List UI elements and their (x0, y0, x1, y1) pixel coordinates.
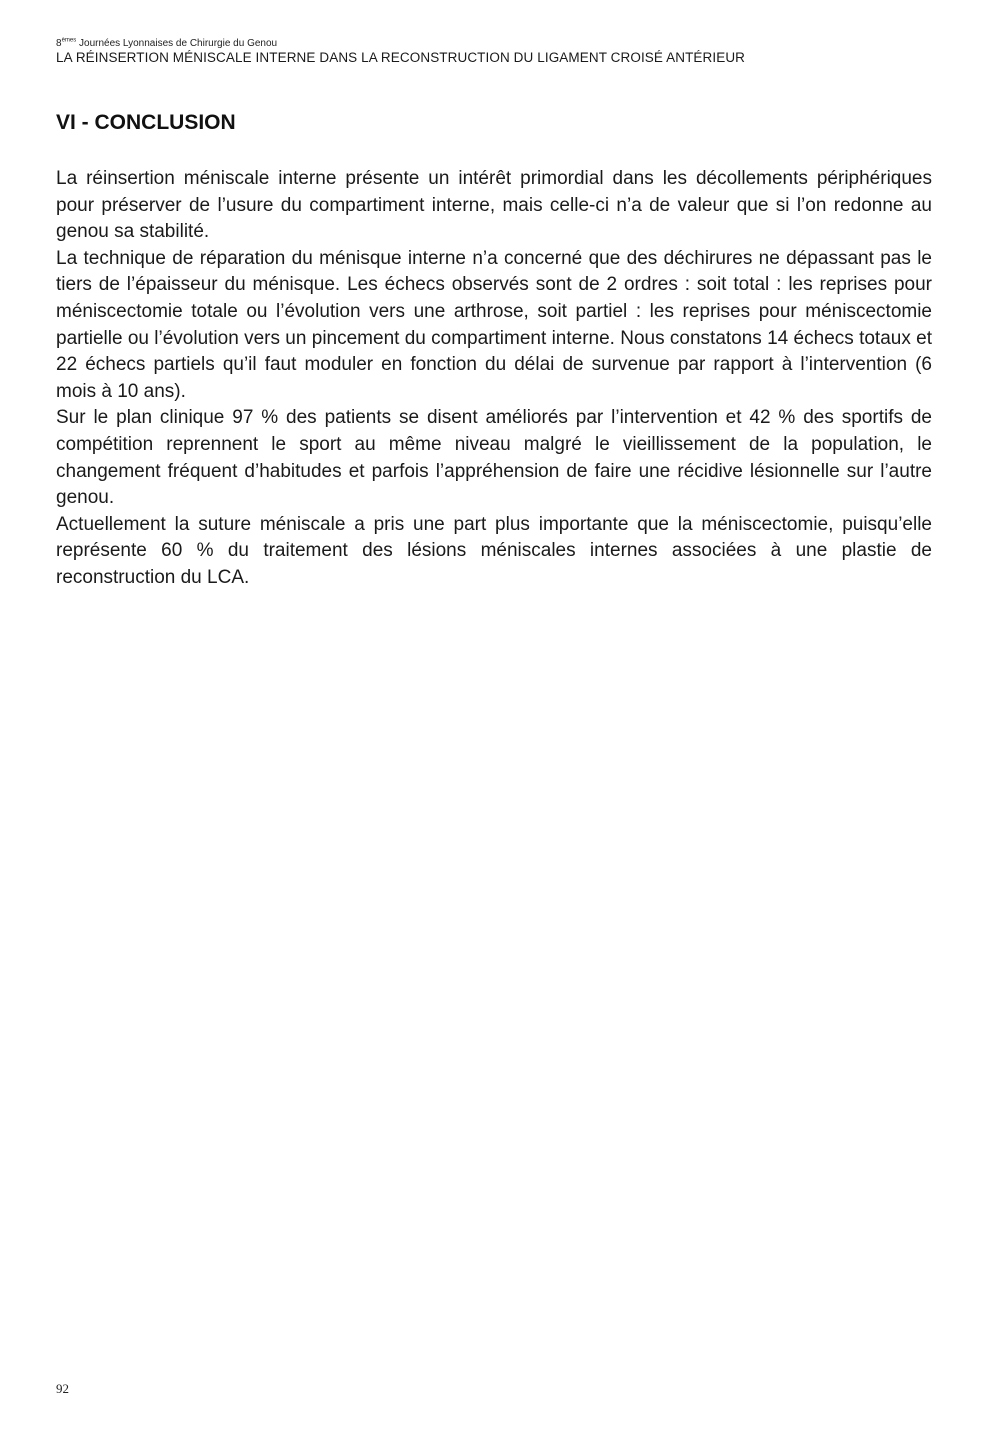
conference-number: 8 (56, 38, 62, 49)
body-text (56, 166, 932, 592)
conference-number-suffix: èmes (61, 37, 77, 44)
section-heading: VI - CONCLUSION (56, 111, 236, 134)
conference-title: Journées Lyonnaises de Chirurgie du Genou (76, 38, 278, 49)
paragraph-1: La réinsertion méniscale interne présente un intérêt primordial dans les décollements périphériques pour préserver de l’usure du compartiment interne, mais celle-ci n’a de valeur que si l’on redonne au genou sa stabilité. (56, 168, 932, 243)
paragraph-2: La technique de réparation du ménisque interne n’a concerné que des déchirures ne dépassant pas le tiers de l’épaisseur du ménisque. Les échecs observés sont de 2 ordres : soit total : les reprises pour méniscectomie totale ou l’évolution vers une arthrose, soit partiel : les reprises pour méniscectomie partielle ou l’évolution vers un pincement du compartiment interne. Nous constatons 14 échecs totaux et 22 échecs partiels qu’il faut moduler en fonction du délai de survenue par rapport à l’intervention (6 mois à 10 ans). (56, 247, 932, 402)
article-title: LA RÉINSERTION MÉNISCALE INTERNE DANS LA RECONSTRUCTION DU LIGAMENT CROISÉ ANTÉRIEUR (56, 50, 746, 65)
page-number: 92 (56, 1381, 69, 1396)
conference-name (56, 38, 956, 50)
running-header (56, 38, 956, 66)
paragraph-4: Actuellement la suture méniscale a pris une part plus importante que la méniscectomie, puisqu’elle représente 60 % du traitement des lésions méniscales internes associées à une plastie de reconstruction du LCA. (56, 513, 932, 588)
paragraph-3: Sur le plan clinique 97 % des patients se disent améliorés par l’intervention et 42 % des sportifs de compétition reprennent le sport au même niveau malgré le vieillissement de la population, le changement fréquent d’habitudes et parfois l’appréhension de faire une récidive lésionnelle sur l’autre genou. (56, 407, 932, 509)
